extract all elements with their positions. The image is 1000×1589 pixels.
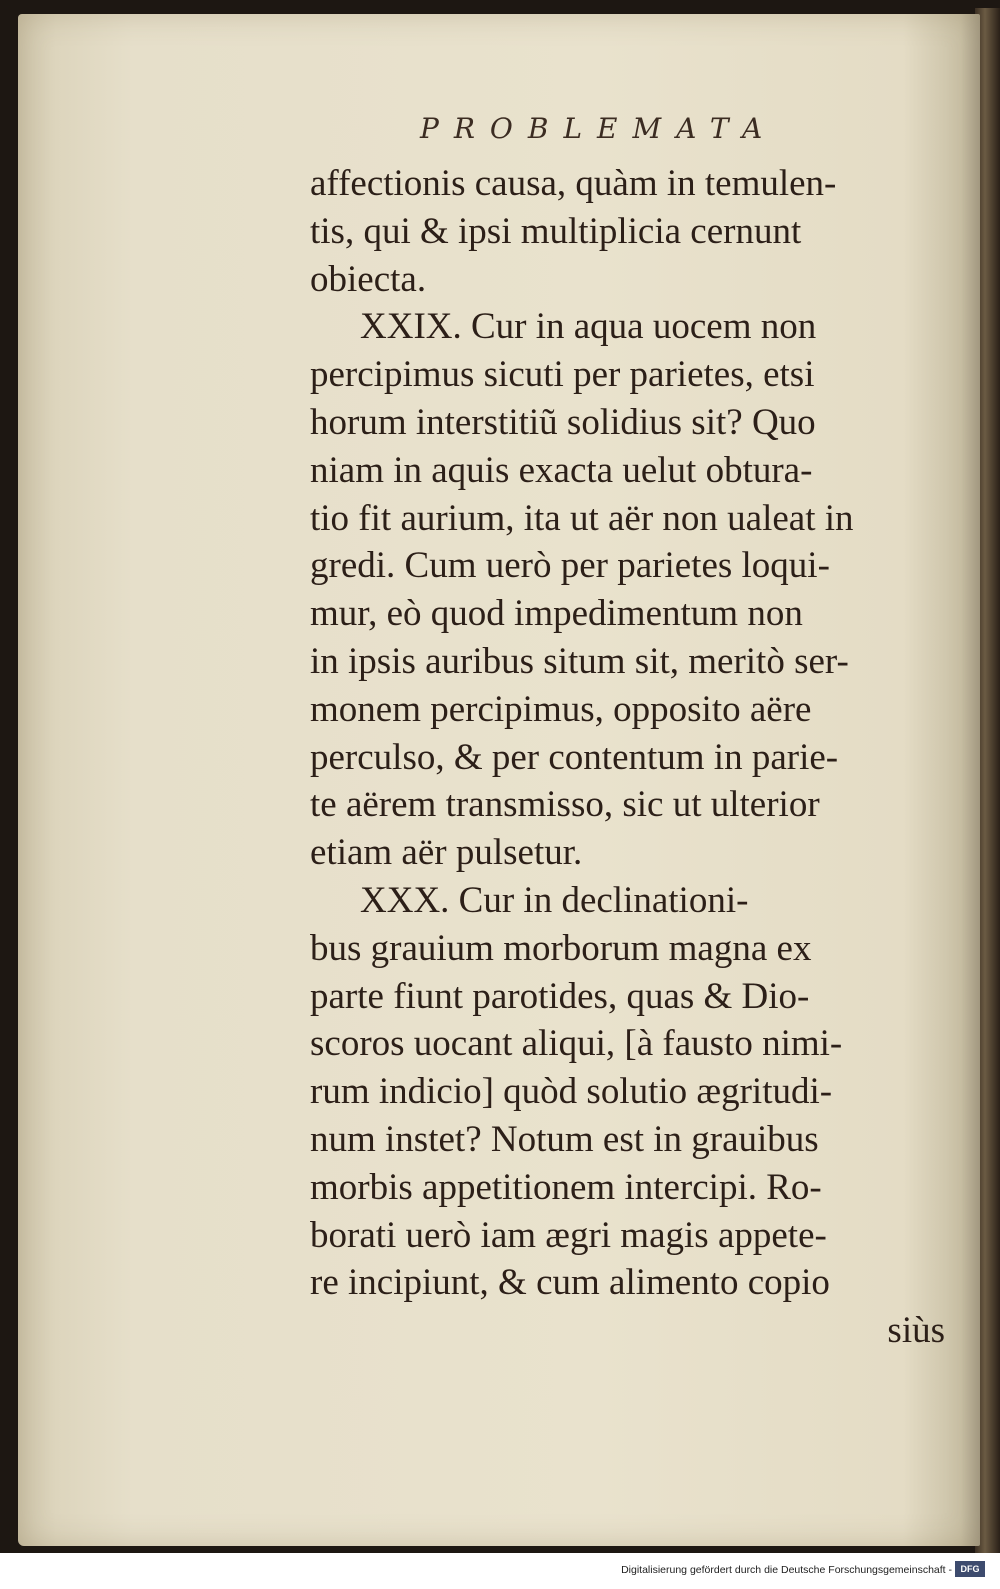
text-line: obiecta. bbox=[310, 258, 427, 300]
text-line: scoros uocant aliqui, [à fausto nimi- bbox=[310, 1023, 843, 1065]
running-head: PROBLEMATA bbox=[420, 112, 778, 145]
text-line: perculso, & per contentum in parie- bbox=[310, 736, 839, 778]
text-line: mur, eò quod impedimentum non bbox=[310, 593, 803, 635]
section-heading-xxix: XXIX. Cur in aqua uocem non bbox=[360, 306, 817, 348]
catchword: siùs bbox=[887, 1310, 945, 1352]
body-text bbox=[310, 160, 970, 1355]
text-line: monem percipimus, opposito aëre bbox=[310, 688, 812, 730]
text-line: rum indicio] quòd solutio ægritudi- bbox=[310, 1071, 833, 1113]
text-line: gredi. Cum uerò per parietes loqui- bbox=[310, 545, 830, 587]
text-line: in ipsis auribus situm sit, meritò ser- bbox=[310, 640, 849, 682]
text-line: etiam aër pulsetur. bbox=[310, 832, 583, 874]
text-line: te aërem transmisso, sic ut ulterior bbox=[310, 784, 820, 826]
dfg-logo: DFG bbox=[955, 1561, 985, 1577]
text-line: re incipiunt, & cum alimento copio bbox=[310, 1262, 830, 1304]
funding-note: Digitalisierung gefördert durch die Deutsche Forschungsgemeinschaft - bbox=[621, 1564, 952, 1576]
text-line: tio fit aurium, ita ut aër non ualeat in bbox=[310, 497, 854, 539]
text-line: morbis appetitionem intercipi. Ro- bbox=[310, 1166, 822, 1208]
text-line: affectionis causa, quàm in temulen- bbox=[310, 163, 837, 204]
text-line: niam in aquis exacta uelut obtura- bbox=[310, 449, 813, 491]
text-line: bus grauium morborum magna ex bbox=[310, 927, 812, 969]
text-line: num instet? Notum est in grauibus bbox=[310, 1118, 819, 1160]
text-line: percipimus sicuti per parietes, etsi bbox=[310, 354, 815, 396]
text-line: borati uerò iam ægri magis appete- bbox=[310, 1214, 827, 1256]
text-line: horum interstitiũ solidius sit? Quo bbox=[310, 401, 816, 443]
section-heading-xxx: XXX. Cur in declinationi- bbox=[360, 879, 749, 921]
text-line: parte fiunt parotides, quas & Dio- bbox=[310, 975, 810, 1017]
text-line: tis, qui & ipsi multiplicia cernunt bbox=[310, 210, 802, 252]
